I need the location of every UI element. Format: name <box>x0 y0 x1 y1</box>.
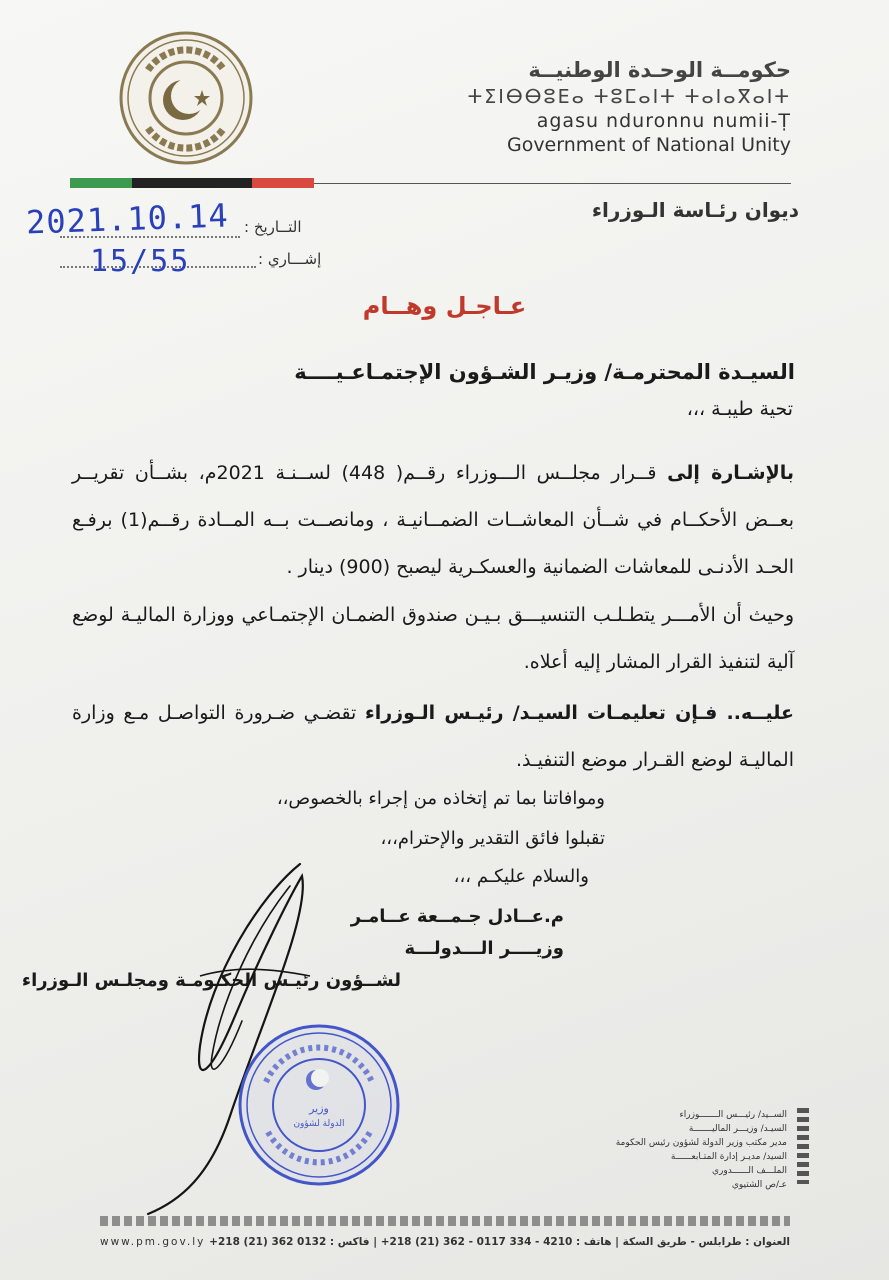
footer-website: www.pm.gov.ly <box>100 1236 206 1248</box>
handwritten-date: 2021.10.14 <box>25 196 230 242</box>
closing-line-3: والسلام عليكـم ،،، <box>453 866 589 887</box>
org-name-english: Government of National Unity <box>506 134 791 156</box>
flag-color-bar <box>70 178 791 188</box>
office-title: ديوان رئـاسة الـوزراء <box>591 198 799 222</box>
closing-line-1: وموافاتنا بما تم إتخاذه من إجراء بالخصوص،، <box>276 788 605 809</box>
flag-segment-green <box>70 178 132 188</box>
paragraph-2: وحيث أن الأمـــر يتطـلـب التنسيـــق بـيـن صندوق الضمـان الإجتمـاعي ووزارة الماليـة لوضع آلية لتنفيذ القرار المشار إليه أعلاه. <box>72 604 794 673</box>
organization-header <box>468 58 791 156</box>
cc-item: السيـد/ وزيـــر الماليـــــــة <box>688 1124 787 1134</box>
paragraph-3-text: تقضـي ضـرورة التواصـل مـع وزارة الماليـة لوضع القـرار موضع التنفيـذ. <box>72 702 794 771</box>
footer-decorative-bar <box>100 1216 790 1226</box>
org-name-berber-latin: agasu nduronnu numii-Ṭ <box>536 110 791 132</box>
closing-line-2: تقبلوا فائق التقدير والإحترام،،، <box>380 828 605 849</box>
paragraph-3 <box>72 690 794 784</box>
cc-item: الملـــف الــــــدوري <box>711 1166 787 1176</box>
greeting-line: تحية طيبـة ،،، <box>686 398 793 420</box>
paragraph-1-lead: بالإشـارة إلى <box>667 462 795 484</box>
stamp-center-line-2: الدولة لشؤون <box>293 1119 345 1129</box>
cc-item: مدير مكتب وزير الدولة لشؤون رئيس الحكومة <box>615 1138 787 1148</box>
flag-segment-black <box>132 178 252 188</box>
header-rule <box>314 183 791 184</box>
flag-segment-red <box>252 178 314 188</box>
stamp-center-line-1: وزير <box>309 1102 329 1115</box>
signatory-name: م.عــادل جـمــعة عــامـر <box>350 906 564 927</box>
cc-item: الســيد/ رئيـــس الـــــــوزراء <box>679 1110 787 1120</box>
handwritten-reference: 15/55 <box>90 244 191 279</box>
org-name-arabic: حكومــة الوحـدة الوطنيــة <box>528 58 791 82</box>
paragraph-1-text: قــرار مجلــس الـــوزراء رقــم( 448) لســنـة 2021م، بشــأن تقريــر بعــض الأحكــام في شــأن المعاشــات الضمــانيـة ، ومانصــت بــه المــادة رقــم(1) برفـع الحـد الأدنـى للمعاشات الضمانية والعسكـرية ليصبح (900) دينار . <box>72 462 794 578</box>
cc-item: السيد/ مديـر إدارة المتـابعــــــة <box>670 1152 787 1162</box>
signatory-title: وزيــــر الـــدولـــة <box>404 938 564 959</box>
official-stamp-icon <box>236 1022 402 1188</box>
libya-state-seal-icon <box>118 30 254 166</box>
urgent-heading: عـاجـل وهــام <box>362 292 527 320</box>
recipient-line: السيـدة المحترمـة/ وزيـر الشـؤون الإجتمـاعـيــــة <box>294 360 795 384</box>
paragraph-1 <box>72 450 794 591</box>
org-name-tifinagh: ⵜⵉⵏⴱⴱⵓⴹⴰ ⵜⵓⵎⴰⵏⵜ ⵜⴰⵏⴰⴳⴰⵏⵜ <box>467 86 791 108</box>
footer-contact-address: العنوان : طرابلس - طريق السكة | هاتف : 4210 - 334 0117 - 362 (21) 218+ | فاكس : 0132 362 (21) 218+ <box>209 1236 790 1248</box>
date-label: التــاريخ : <box>244 218 302 236</box>
cc-item: عـ/ص الشتيوي <box>731 1180 787 1190</box>
signatory-department: لشــؤون رئيـس الحكـومـة ومجلـس الـوزراء <box>21 970 401 991</box>
reference-label: إشـــاري : <box>258 250 322 268</box>
cc-bracket-marker <box>797 1108 809 1184</box>
cc-distribution-list <box>561 1108 787 1192</box>
paragraph-3-lead: عليــه.. فـإن تعليمـات السيـد/ رئيـس الـوزراء <box>364 702 794 724</box>
